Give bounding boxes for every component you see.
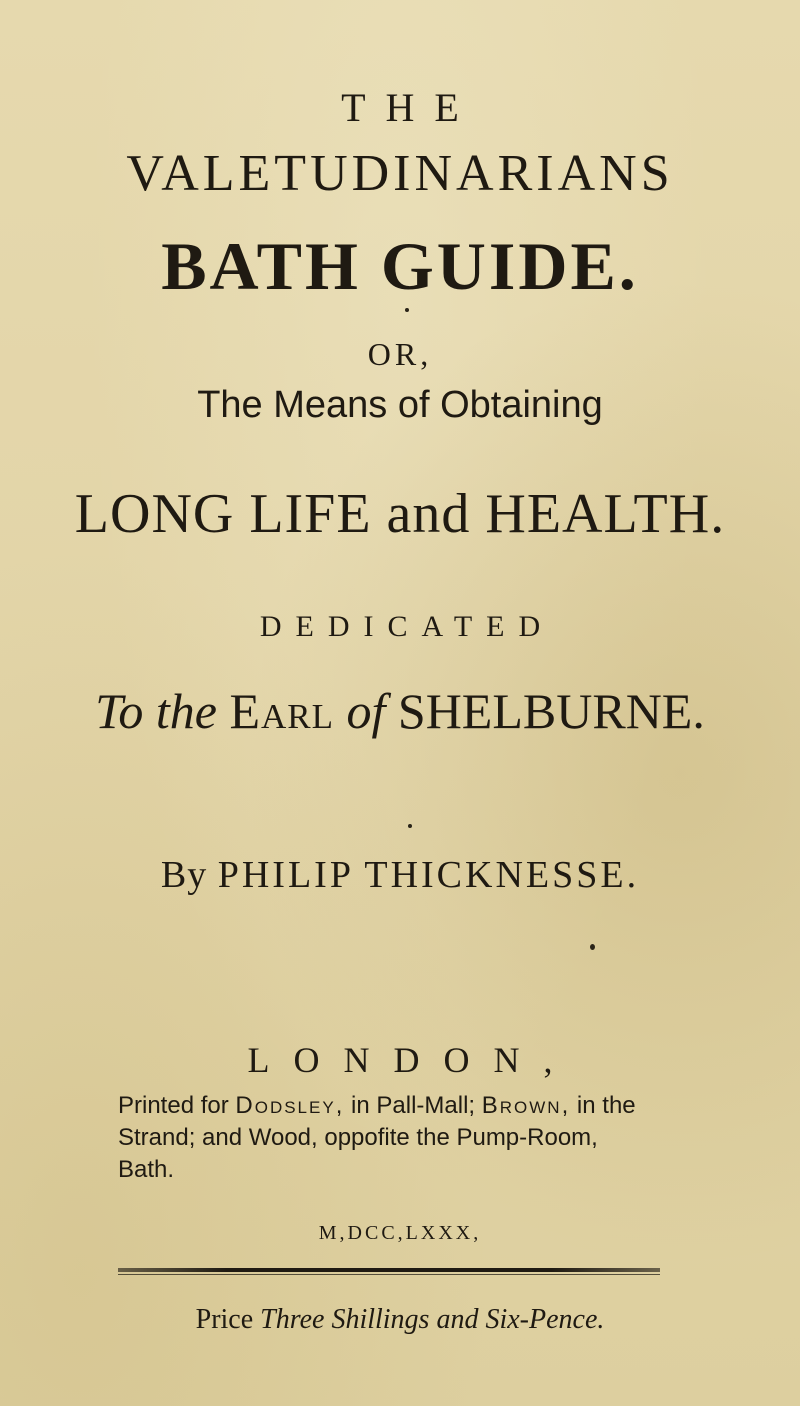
imprint-line-1	[118, 1090, 800, 1122]
title-bath-guide: BATH GUIDE.	[161, 228, 639, 304]
imprint-in-the: in the	[576, 1092, 636, 1119]
dedication-earl: Earl	[229, 683, 334, 739]
imprint-date: M,DCC,LXXX,	[318, 1222, 482, 1244]
imprint-block	[118, 1090, 800, 1186]
imprint-line-2: Strand; and Wood, oppofite the Pump-Room,	[118, 1124, 598, 1151]
price-amount: Three Shillings and Six-Pence.	[260, 1304, 605, 1335]
imprint-dodsley: Dodsley,	[235, 1092, 345, 1119]
dedicated-heading: DEDICATED	[259, 610, 555, 643]
price-prefix: Price	[195, 1304, 254, 1335]
imprint-pall-mall: in Pall-Mall;	[351, 1092, 476, 1119]
divider-rule	[118, 1268, 660, 1272]
author-by: By	[160, 854, 208, 896]
ink-speck	[405, 308, 409, 312]
ink-speck	[408, 824, 412, 828]
author-line	[0, 856, 800, 894]
dedication-shelburne: SHELBURNE.	[397, 683, 705, 739]
price-line	[0, 1306, 800, 1334]
author-name: PHILIP THICKNESSE.	[217, 854, 640, 896]
ink-speck	[590, 944, 595, 950]
dedication-line	[0, 683, 800, 739]
imprint-city: LONDON,	[247, 1040, 577, 1080]
imprint-brown: Brown,	[481, 1092, 571, 1119]
title-or: OR,	[367, 336, 433, 372]
subtitle-long-life: LONG LIFE and HEALTH.	[74, 483, 726, 545]
title-the: THE	[341, 85, 479, 130]
title-valetudinarians: VALETUDINARIANS	[126, 145, 674, 202]
subtitle-means: The Means of Obtaining	[197, 384, 603, 426]
dedication-of: of	[346, 683, 386, 739]
imprint-line-3: Bath.	[118, 1156, 175, 1183]
dedication-to-the: To the	[95, 683, 217, 739]
imprint-printed-for: Printed for	[118, 1092, 229, 1119]
